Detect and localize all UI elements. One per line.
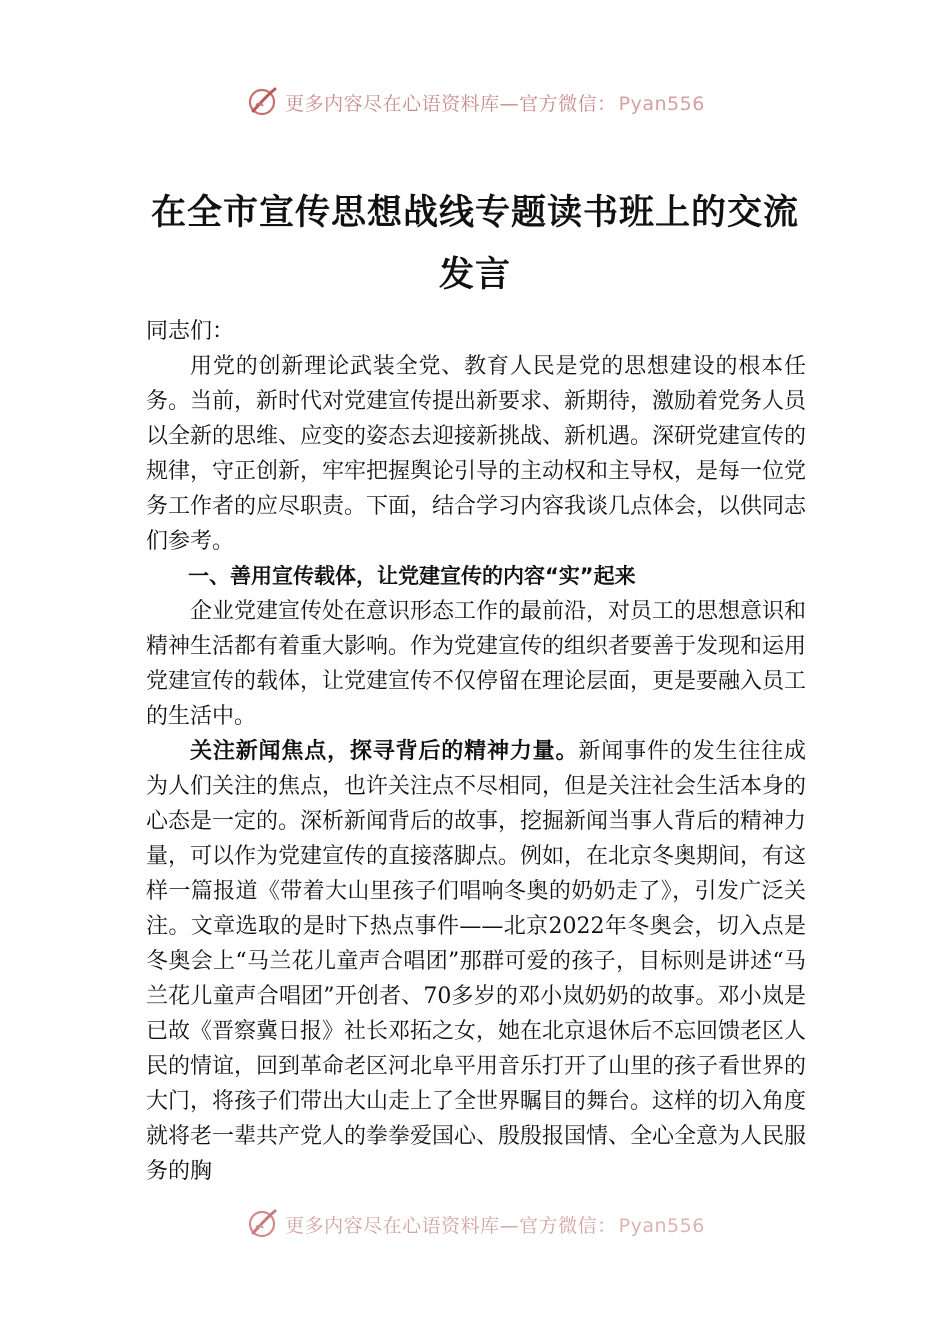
- section-heading-1: 一、善用宣传载体，让党建宣传的内容“实”起来: [188, 564, 636, 588]
- salutation: 同志们：: [146, 319, 235, 344]
- brush-logo-icon: [245, 1207, 279, 1241]
- watermark-header: [0, 82, 950, 122]
- watermark-wechat-id: Pyan556: [618, 92, 705, 115]
- document-body: [146, 314, 806, 1189]
- brush-logo-icon: [245, 85, 279, 119]
- watermark-text: [285, 1211, 705, 1238]
- paragraph-intro: 用党的创新理论武装全党、教育人民是党的思想建设的根本任务。当前，新时代对党建宣传提出新要求、新期待，激励着党务人员以全新的思维、应变的姿态去迎接新挑战、新机遇。深研党建宣传的规律，守正创新，牢牢把握舆论引导的主动权和主导权，是每一位党务工作者的应尽职责。下面，结合学习内容我谈几点体会，以供同志们参考。: [146, 354, 807, 554]
- document-title: 在全市宣传思想战线专题读书班上的交流发言: [150, 192, 799, 295]
- watermark-label: 更多内容尽在心语资料库—官方微信：: [285, 1214, 617, 1237]
- paragraph-point-1: [146, 734, 806, 1189]
- point-1-body: 新闻事件的发生往往成为人们关注的焦点，也许关注点不尽相同，但是关注社会生活本身的心态是一定的。深析新闻背后的故事，挖掘新闻当事人背后的精神力量，可以作为党建宣传的直接落脚点。例如，在北京冬奥期间，有这样一篇报道《带着大山里孩子们唱响冬奥的奶奶走了》，引发广泛关注。文章选取的是时下热点事件——北京2022年冬奥会，切入点是冬奥会上“马兰花儿童声合唱团”那群可爱的孩子，目标则是讲述“马兰花儿童声合唱团”开创者、70多岁的邓小岚奶奶的故事。邓小岚是已故《晋察冀日报》社长邓拓之女，她在北京退休后不忘回馈老区人民的情谊，回到革命老区河北阜平用音乐打开了山里的孩子看世界的大门，将孩子们带出大山走上了全世界瞩目的舞台。这样的切入角度就将老一辈共产党人的拳拳爱国心、殷殷报国情、全心全意为人民服务的胸: [146, 739, 807, 1184]
- paragraph-section-1-intro: 企业党建宣传处在意识形态工作的最前沿，对员工的思想意识和精神生活都有着重大影响。作为党建宣传的组织者要善于发现和运用党建宣传的载体，让党建宣传不仅停留在理论层面，更是要融入员工的生活中。: [146, 599, 807, 729]
- watermark-footer: [0, 1204, 950, 1244]
- watermark-text: [285, 89, 705, 116]
- point-1-lead: 关注新闻焦点，探寻背后的精神力量。: [190, 738, 579, 764]
- watermark-label: 更多内容尽在心语资料库—官方微信：: [285, 92, 617, 115]
- watermark-wechat-id: Pyan556: [618, 1214, 705, 1237]
